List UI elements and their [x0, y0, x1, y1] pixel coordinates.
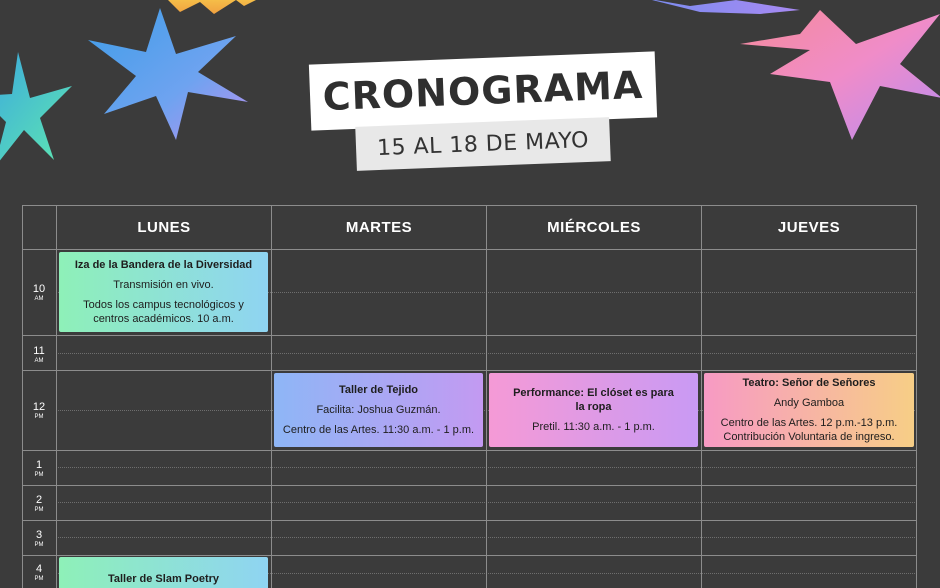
- time-label-4pm: 4 PM: [34, 563, 44, 582]
- event-detail: Transmisión en vivo.: [113, 279, 214, 291]
- day-header-martes: MARTES: [345, 218, 413, 236]
- event-card-teatro[interactable]: [704, 373, 914, 447]
- event-detail: Centro de las Artes. 11:30 a.m. - 1 p.m.: [282, 424, 475, 436]
- star-teal-left: [0, 52, 72, 168]
- event-detail: Facilita: Joshua Guzmán.: [316, 404, 441, 416]
- time-label-10am: 10 AM: [32, 283, 46, 302]
- event-title: Taller de Tejido: [338, 384, 419, 396]
- event-card-performance[interactable]: [489, 373, 698, 447]
- time-label-1pm: 1 PM: [34, 459, 44, 478]
- event-detail: Centro de las Artes. 12 p.m.-13 p.m. Contribución Voluntaria de ingreso.: [720, 417, 898, 443]
- day-header-jueves: JUEVES: [777, 218, 841, 236]
- time-label-3pm: 3 PM: [34, 529, 44, 548]
- star-blue: [88, 8, 248, 140]
- date-range: 15 AL 18 DE MAYO: [376, 127, 590, 161]
- star-yellow: [168, 0, 262, 14]
- event-title: Performance: El clóset es para la ropa: [513, 387, 674, 413]
- day-header-miercoles: MIÉRCOLES: [547, 218, 641, 236]
- event-detail: Todos los campus tecnológicos y centros académicos. 10 a.m.: [83, 299, 244, 325]
- event-title: Teatro: Señor de Señores: [742, 377, 876, 389]
- star-purple-top: [644, 0, 800, 14]
- event-card-taller-tejido[interactable]: [274, 373, 483, 447]
- event-detail: Pretil. 11:30 a.m. - 1 p.m.: [532, 421, 655, 433]
- day-header-lunes: LUNES: [137, 218, 191, 236]
- time-label-12pm: 12 PM: [32, 401, 46, 420]
- event-card-iza-bandera[interactable]: [59, 252, 268, 332]
- event-title: Taller de Slam Poetry: [107, 573, 220, 585]
- schedule-grid: [22, 205, 917, 588]
- time-label-2pm: 2 PM: [34, 494, 44, 513]
- event-title: Iza de la Bandera de la Diversidad: [74, 259, 253, 271]
- page-title: CRONOGRAMA: [321, 62, 645, 120]
- time-label-11am: 11 AM: [33, 345, 45, 364]
- star-warm-right: [740, 10, 940, 140]
- event-detail: Andy Gamboa: [773, 397, 845, 409]
- event-card-slam-poetry[interactable]: [59, 557, 268, 588]
